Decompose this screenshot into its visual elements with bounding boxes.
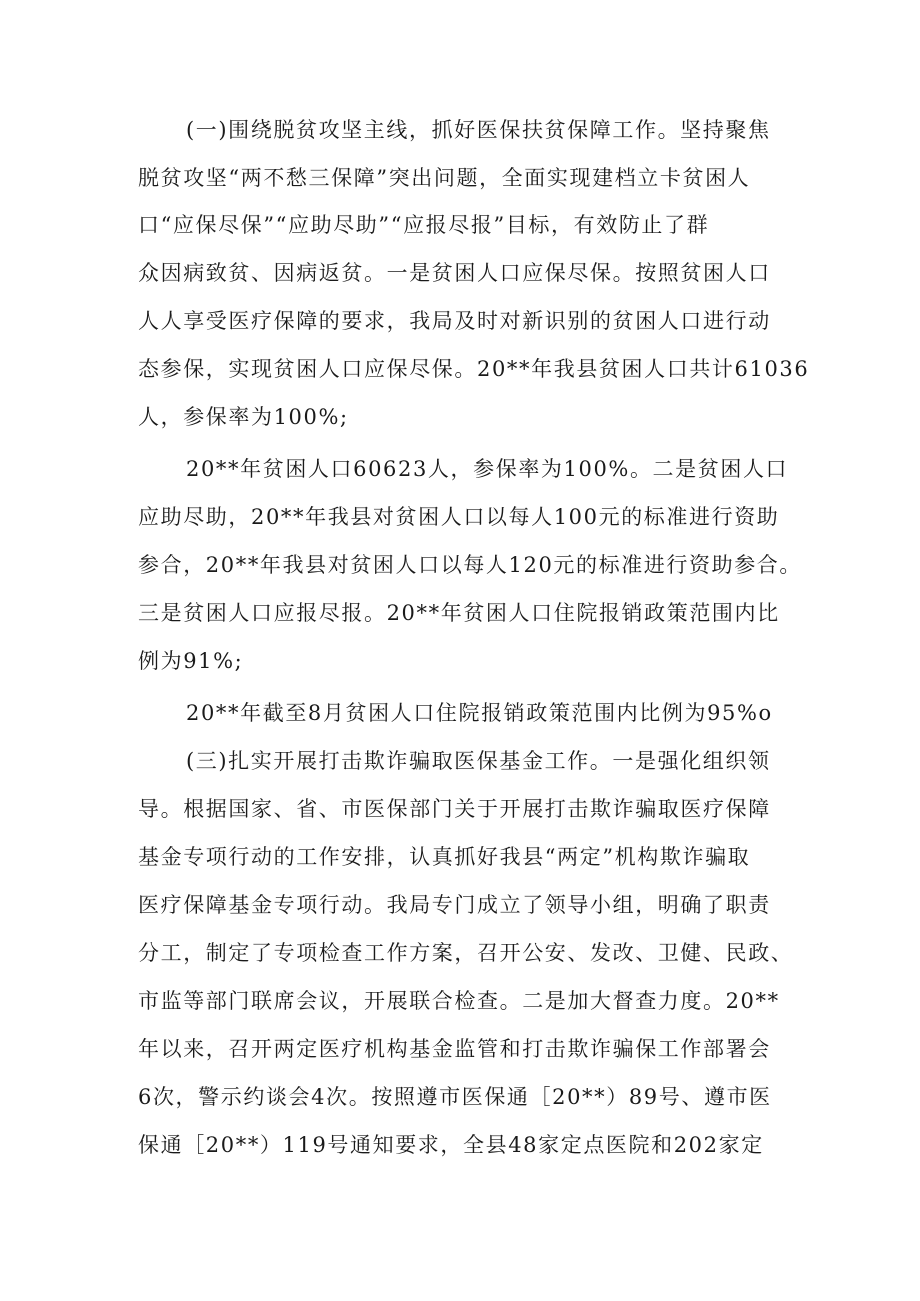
text-line: 众因病致贫、因病返贫。一是贫困人口应保尽保。按照贫困人口 xyxy=(138,261,771,285)
text-line: (一)围绕脱贫攻坚主线，抓好医保扶贫保障工作。坚持聚焦 xyxy=(186,118,771,142)
text-line: 三是贫困人口应报尽报。20**年贫困人口住院报销政策范围内比 xyxy=(138,601,780,625)
text-line: 人人享受医疗保障的要求，我局及时对新识别的贫困人口进行动 xyxy=(138,309,771,333)
text-line: 年以来，召开两定医疗机构基金监管和打击欺诈骗保工作部署会 xyxy=(138,1037,771,1061)
text-line: 市监等部门联席会议，开展联合检查。二是加大督查力度。20** xyxy=(138,989,780,1013)
text-line: 分工，制定了专项检查工作方案，召开公安、发改、卫健、民政、 xyxy=(138,941,794,965)
text-line: 基金专项行动的工作安排，认真抓好我县“两定”机构欺诈骗取 xyxy=(138,845,751,869)
text-line: 医疗保障基金专项行动。我局专门成立了领导小组，明确了职责 xyxy=(138,893,771,917)
text-line: 态参保，实现贫困人口应保尽保。20**年我县贫困人口共计61036 xyxy=(138,357,810,381)
text-line: 应助尽助，20**年我县对贫困人口以每人100元的标准进行资助 xyxy=(138,505,780,529)
text-line: 20**年贫困人口60623人，参保率为100%。二是贫困人口 xyxy=(186,457,789,481)
text-line: 保通［20**）119号通知要求，全县48家定点医院和202家定 xyxy=(138,1133,764,1157)
text-line: (三)扎实开展打击欺诈骗取医保基金工作。一是强化组织领 xyxy=(186,749,771,773)
text-line: 20**年截至8月贫困人口住院报销政策范围内比例为95%o xyxy=(186,701,773,725)
text-line: 导。根据国家、省、市医保部门关于开展打击欺诈骗取医疗保障 xyxy=(138,797,771,821)
text-line: 例为91%; xyxy=(138,649,244,673)
text-line: 口“应保尽保”“应助尽助”“应报尽报”目标，有效防止了群 xyxy=(138,213,710,237)
text-line: 人，参保率为100%; xyxy=(138,405,349,429)
text-line: 6次，警示约谈会4次。按照遵市医保通［20**）89号、遵市医 xyxy=(138,1085,772,1109)
text-line: 参合，20**年我县对贫困人口以每人120元的标准进行资助参合。 xyxy=(138,553,803,577)
text-line: 脱贫攻坚“两不愁三保障”突出问题，全面实现建档立卡贫困人 xyxy=(138,166,751,190)
